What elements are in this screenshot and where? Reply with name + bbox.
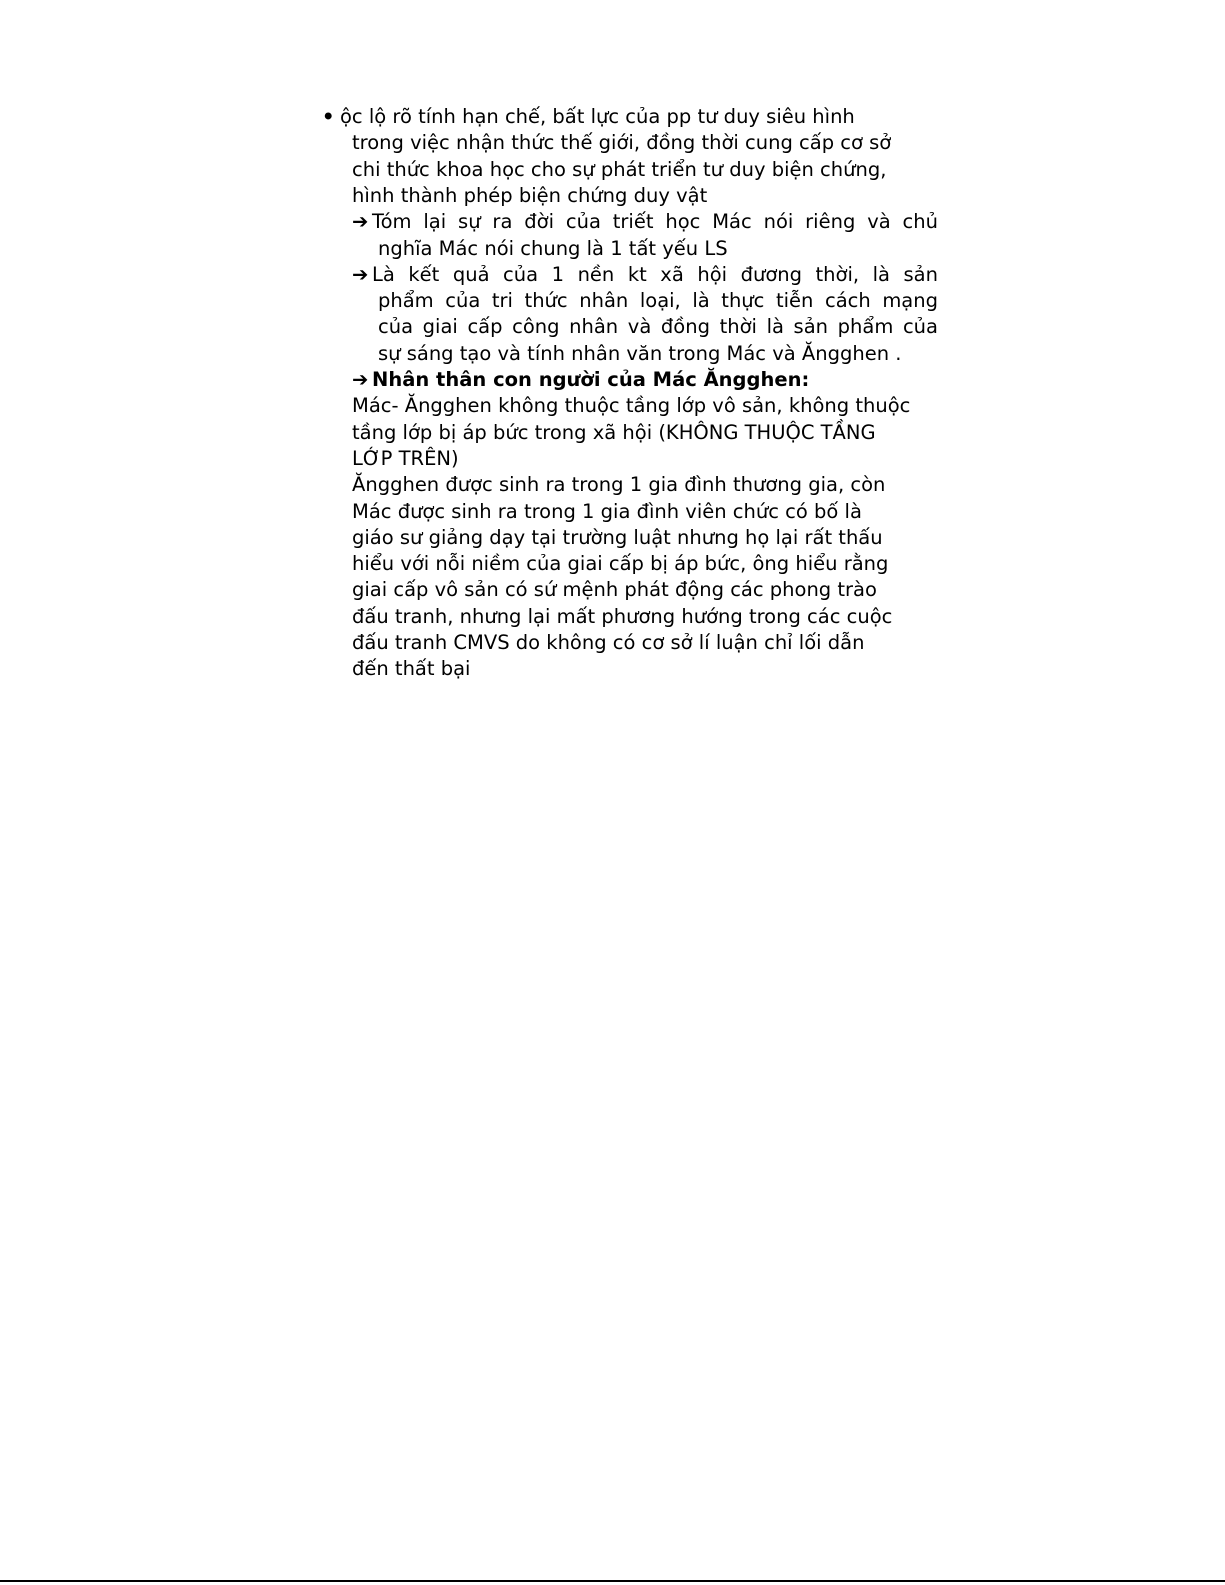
bullet-icon: • xyxy=(322,105,335,128)
text-line: đấu tranh CMVS do không có cơ sở lí luận chỉ lối dẫn xyxy=(352,631,865,654)
text-line: Mác được sinh ra trong 1 gia đình viên chức có bố là xyxy=(352,499,862,523)
text-line: phẩm của tri thức nhân loại, là thực tiễn cách mạng xyxy=(378,289,938,313)
text-line: giáo sư giảng dạy tại trường luật nhưng họ lại rất thấu xyxy=(352,525,883,549)
text-line: trong việc nhận thức thế giới, đồng thời cung cấp cơ sở xyxy=(352,131,892,155)
text-line: của giai cấp công nhân và đồng thời là sản phẩm của xyxy=(378,315,938,339)
text-line: hình thành phép biện chứng duy vật xyxy=(352,183,708,207)
text-line: nghĩa Mác nói chung là 1 tất yếu LS xyxy=(378,236,728,260)
text-line: đến thất bại xyxy=(352,657,471,681)
text-line: hiểu với nỗi niềm của giai cấp bị áp bức, ông hiểu rằng xyxy=(352,552,889,576)
arrow-icon: ➔ xyxy=(352,210,369,234)
text-line: đấu tranh, nhưng lại mất phương hướng trong các cuộc xyxy=(352,604,893,628)
arrow-icon: ➔ xyxy=(352,368,369,391)
text-line: sự sáng tạo và tính nhân văn trong Mác và Ăngghen . xyxy=(378,341,902,365)
text-line: Ăngghen được sinh ra trong 1 gia đình thương gia, còn xyxy=(352,473,886,497)
text-line: Tóm lại sự ra đời của triết học Mác nói riêng và chủ xyxy=(372,210,938,234)
text-line: giai cấp vô sản có sứ mệnh phát động các phong trào xyxy=(352,578,877,602)
page-bottom-border xyxy=(0,1580,1225,1582)
text-line: ộc lộ rõ tính hạn chế, bất lực của pp tư duy siêu hình xyxy=(340,105,855,128)
text-line: chi thức khoa học cho sự phát triển tư duy biện chứng, xyxy=(352,157,887,181)
arrow-icon: ➔ xyxy=(352,262,369,286)
text-line: Là kết quả của 1 nền kt xã hội đương thời, là sản xyxy=(372,262,938,286)
text-line: LỚP TRÊN) xyxy=(352,446,459,470)
text-line: tầng lớp bị áp bức trong xã hội (KHÔNG THUỘC TẦNG xyxy=(352,420,876,444)
text-line: Nhân thân con người của Mác Ăngghen: xyxy=(372,368,810,391)
text-line: Mác- Ăngghen không thuộc tầng lớp vô sản, không thuộc xyxy=(352,394,911,418)
